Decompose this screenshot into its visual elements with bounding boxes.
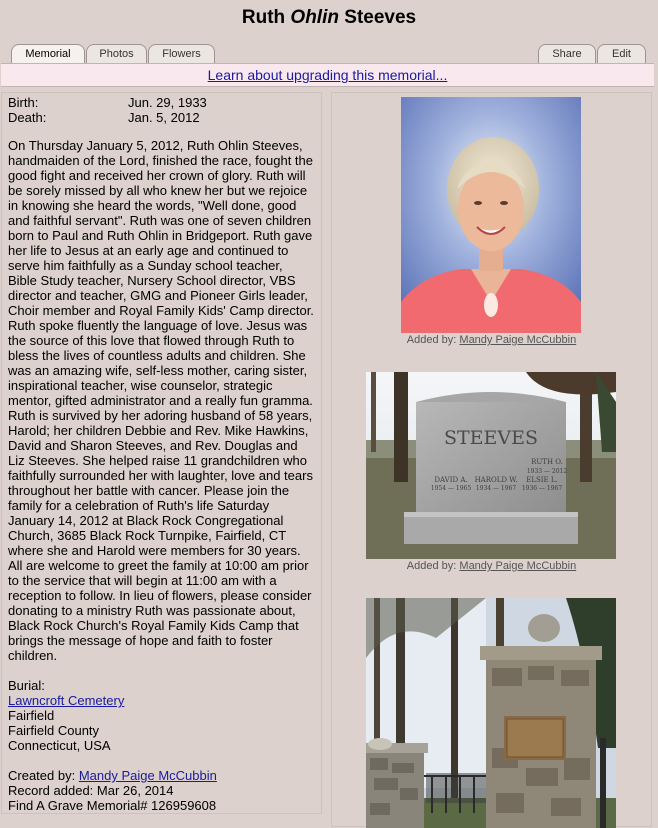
biography-text: On Thursday January 5, 2012, Ruth Ohlin Steeves, handmaiden of the Lord, finished the race, fought the good fight and received her crown of glory. Ruth will be sorely missed by all who knew her but we rejoice in knowing she heard the words, "Well done, good and faithful servant". Ruth was one of seven children born to Paul and Ruth Ohlin in Bridgeport. Ruth gave her life to Jesus at an early age and continued to serve him faithfully as a Sunday school teacher, Bible Study teacher, Nursery School director, VBS director and teacher, GMG and Pioneer Girls leader, Choir member and Royal Family Kids' Camp director. Ruth spoke fluently the language of love. Jesus was the source of this love that flowed through Ruth to bless the lives of countless adults and children. She was an amazing wife, self-less mother, caring sister, inspirational teacher, wise counselor, strategic mentor, gifted administrator and a really fun gramma. Ruth is survived by her adoring husband of 58 years, Harold; her children Debbie and Rev. Mike Hawkins, David and Sharon Steeves, and Rev. Douglas and Liz Steeves. She helped raise 11 grandchildren who faithfully surrounded her with laughter, love and tears throughout her battle with cancer. Please join the family for a celebration of Ruth's life Saturday January 14, 2012 at Black Rock Congregational Church, 3685 Black Rock Turnpike, Fairfield, CT where she and Harold were members for 30 years. All are welcome to greet the family at 10:00 am prior to the service that will begin at 11:00 am with a reception to follow. In lieu of flowers, please consider donating to a ministry Ruth was passionate about, Black Rock Church's Royal Family Kids Camp that brings the message of hope and faith to foster children. bbox=[8, 138, 314, 663]
stone-david: DAVID A. bbox=[434, 476, 468, 484]
record-added: Record added: Mar 26, 2014 bbox=[8, 783, 174, 798]
stone-harold: HAROLD W. bbox=[474, 476, 518, 484]
portrait-added-by-link[interactable]: Mandy Paige McCubbin bbox=[459, 334, 577, 346]
cemetery-gate-photo[interactable] bbox=[366, 598, 616, 828]
created-by-row bbox=[8, 768, 315, 783]
birth-row bbox=[8, 95, 315, 110]
death-row bbox=[8, 110, 315, 125]
last-name: Steeves bbox=[344, 7, 417, 28]
burial-city: Fairfield bbox=[8, 708, 55, 723]
portrait-caption: Added by: Mandy Paige McCubbin bbox=[406, 334, 577, 346]
gravestone-caption: Added by: Mandy Paige McCubbin bbox=[406, 560, 577, 572]
portrait-photo[interactable] bbox=[401, 97, 581, 333]
tab-flowers[interactable]: Flowers bbox=[148, 44, 215, 63]
tab-edit[interactable]: Edit bbox=[597, 44, 646, 63]
tab-memorial[interactable]: Memorial bbox=[11, 44, 85, 63]
gravestone-added-by-link[interactable]: Mandy Paige McCubbin bbox=[459, 560, 577, 572]
stone-family-name: STEEVES bbox=[443, 427, 539, 449]
birth-date: Jun. 29, 1933 bbox=[128, 95, 207, 110]
page-title bbox=[0, 7, 658, 29]
upgrade-banner bbox=[1, 63, 654, 87]
tab-bar bbox=[0, 44, 658, 64]
death-label: Death: bbox=[8, 110, 47, 125]
stone-elsie-years: 1936 — 1967 bbox=[521, 485, 563, 492]
created-by-label: Created by: bbox=[8, 768, 76, 783]
stone-harold-years: 1934 — 1967 bbox=[475, 485, 517, 492]
first-name: Ruth bbox=[241, 7, 286, 28]
stone-ruth: RUTH O. bbox=[531, 458, 563, 466]
cemetery-link[interactable]: Lawncroft Cemetery bbox=[8, 693, 125, 708]
creator-link[interactable]: Mandy Paige McCubbin bbox=[78, 768, 217, 783]
maiden-name: Ohlin bbox=[290, 7, 339, 28]
memorial-id: Find A Grave Memorial# 126959608 bbox=[8, 798, 217, 813]
photo-column bbox=[331, 92, 652, 827]
burial-country: Connecticut, USA bbox=[8, 738, 111, 753]
stone-elsie: ELSIE L. bbox=[526, 476, 558, 484]
tab-photos[interactable]: Photos bbox=[86, 44, 147, 63]
burial-county: Fairfield County bbox=[8, 723, 100, 738]
upgrade-link[interactable]: Learn about upgrading this memorial... bbox=[207, 67, 448, 83]
memorial-details bbox=[1, 92, 322, 814]
gravestone-photo[interactable] bbox=[366, 372, 616, 559]
stone-ruth-years: 1933 — 2012 bbox=[526, 468, 568, 475]
birth-label: Birth: bbox=[8, 95, 39, 110]
death-date: Jan. 5, 2012 bbox=[128, 110, 200, 125]
tab-share[interactable]: Share bbox=[538, 44, 596, 63]
burial-label: Burial: bbox=[8, 678, 45, 693]
stone-david-years: 1954 — 1965 bbox=[430, 485, 472, 492]
